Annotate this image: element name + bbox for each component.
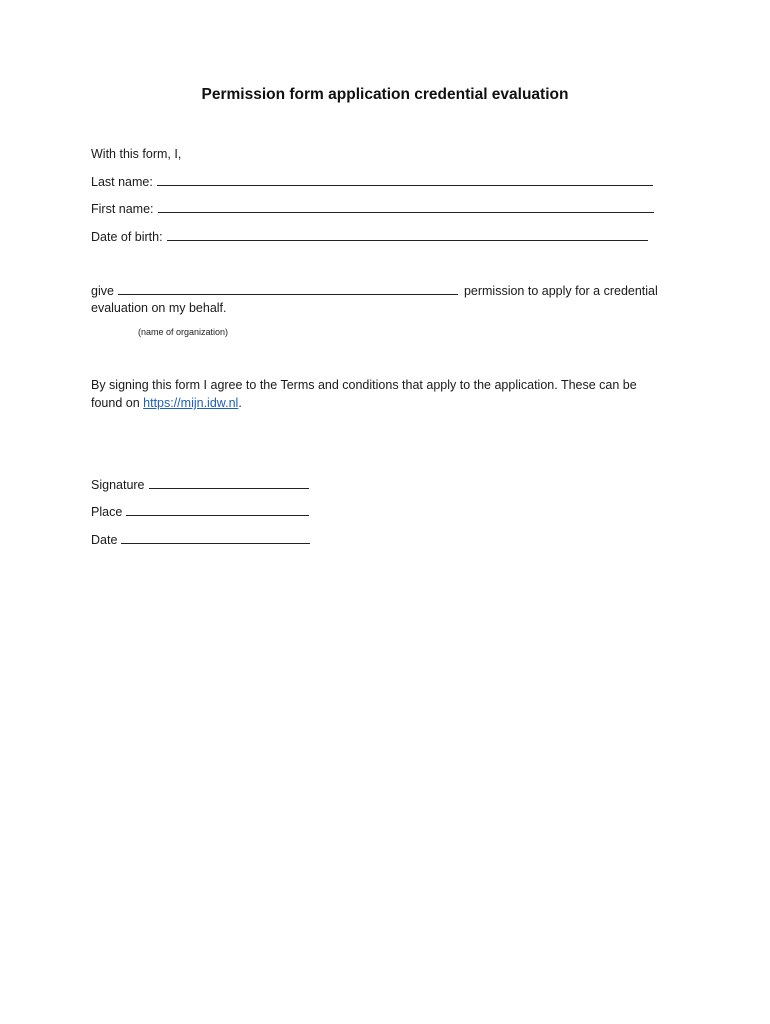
organization-name-field[interactable]: [118, 282, 458, 295]
place-label: Place: [91, 505, 123, 519]
date-label: Date: [91, 533, 118, 547]
date-of-birth-row: [91, 228, 648, 246]
terms-line-1: By signing this form I agree to the Terms and conditions that apply to the application. These can be: [91, 378, 637, 392]
date-of-birth-label: Date of birth:: [91, 230, 163, 244]
terms-line-2: [91, 394, 681, 412]
last-name-label: Last name:: [91, 175, 153, 189]
last-name-field[interactable]: [157, 173, 653, 186]
document-title: Permission form application credential evaluation: [201, 86, 569, 103]
first-name-label: First name:: [91, 202, 154, 216]
give-label: give: [91, 284, 114, 298]
first-name-row: [91, 200, 654, 218]
signature-row: [91, 476, 309, 494]
terms-line-2-prefix: found on: [91, 396, 144, 410]
give-suffix-text: permission to apply for a credential: [463, 284, 658, 298]
signature-field[interactable]: [149, 476, 309, 489]
give-continuation-text: evaluation on my behalf.: [91, 301, 227, 315]
signature-label: Signature: [91, 478, 145, 492]
terms-link[interactable]: https://mijn.idw.nl: [143, 396, 239, 410]
give-row: [91, 282, 658, 300]
organization-caption: (name of organization): [138, 327, 229, 337]
date-field[interactable]: [121, 531, 310, 544]
date-row: [91, 531, 310, 549]
terms-paragraph: [91, 376, 681, 412]
date-of-birth-field[interactable]: [167, 228, 648, 241]
place-row: [91, 503, 309, 521]
intro-text: With this form, I,: [91, 147, 182, 161]
place-field[interactable]: [126, 503, 309, 516]
terms-line-2-suffix: .: [238, 396, 242, 410]
first-name-field[interactable]: [158, 200, 654, 213]
last-name-row: [91, 173, 653, 191]
